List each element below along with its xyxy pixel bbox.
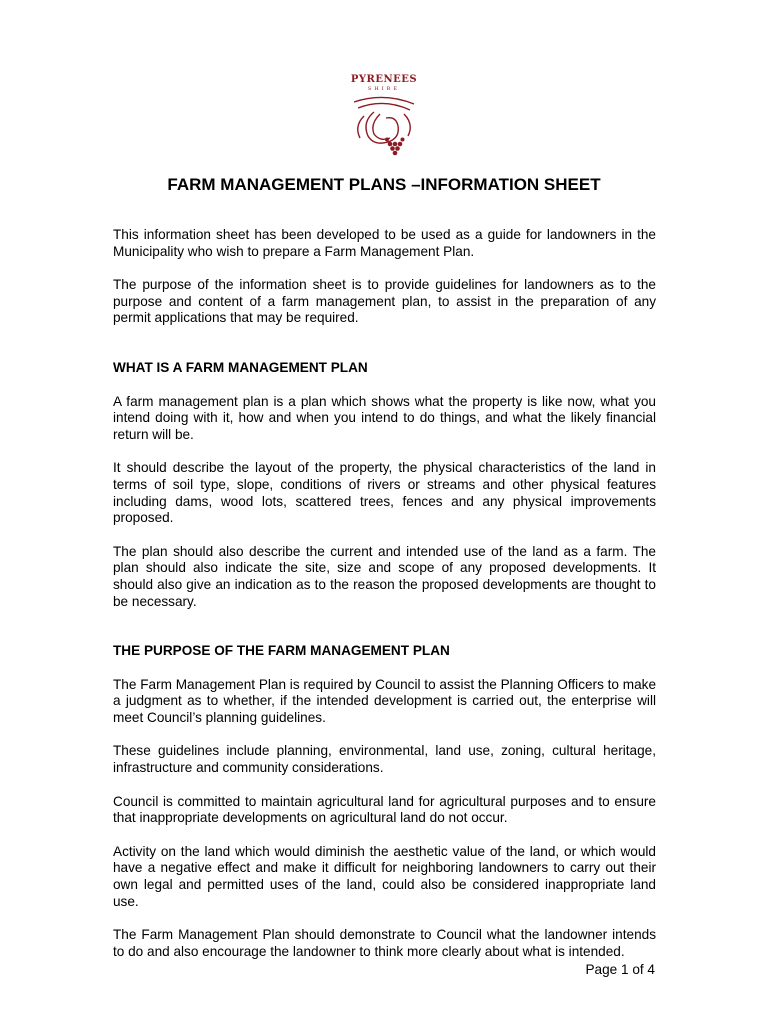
section-paragraph: A farm management plan is a plan which shows what the property is like now, what you intend doing with it, how and when you intend to do things, and what the likely financial return will be. — [113, 393, 656, 442]
intro-paragraph: This information sheet has been developed to be used as a guide for landowners in the Municipality who wish to prepare a Farm Management Plan. — [113, 227, 656, 259]
logo-emblem-icon — [344, 92, 424, 162]
section-paragraph: The Farm Management Plan should demonstrate to Council what the landowner intends to do and also encourage the landowner to think more clearly about what is intended. — [113, 927, 656, 959]
section-heading: THE PURPOSE OF THE FARM MANAGEMENT PLAN — [113, 643, 450, 659]
intro-paragraph: The purpose of the information sheet is to provide guidelines for landowners as to the purpose and content of a farm management plan, to assist in the preparation of any permit applications that may be required. — [113, 277, 656, 326]
section-paragraph: Activity on the land which would diminish the aesthetic value of the land, or which would have a negative effect and make it difficult for neighboring landowners to carry out their own legal and permitted uses of the land, could also be considered inappropriate land use. — [113, 843, 656, 909]
logo-name: PYRENEES — [350, 74, 418, 85]
logo-subtitle: SHIRE — [367, 86, 401, 92]
page-title: FARM MANAGEMENT PLANS –INFORMATION SHEET — [167, 175, 601, 194]
section-paragraph: The Farm Management Plan is required by Council to assist the Planning Officers to make a judgment as to whether, if the intended development is carried out, the enterprise will meet Council’s planning guidelines. — [113, 676, 656, 725]
section-paragraph: Council is committed to maintain agricultural land for agricultural purposes and to ensure that inappropriate developments on agricultural land do not occur. — [113, 793, 656, 826]
section-paragraph: It should describe the layout of the property, the physical characteristics of the land in terms of soil type, slope, conditions of rivers or streams and other physical features including dams, wood lots, scattered trees, fences and any physical improvements proposed. — [113, 460, 656, 526]
page-number: Page 1 of 4 — [585, 962, 655, 977]
section-paragraph: These guidelines include planning, environmental, land use, zoning, cultural heritage, infrastructure and community considerations. — [113, 743, 656, 776]
section-heading: WHAT IS A FARM MANAGEMENT PLAN — [113, 359, 368, 375]
section-paragraph: The plan should also describe the current and intended use of the land as a farm. The plan should also indicate the site, size and scope of any proposed developments. It should also give an indication as to the reason the proposed developments are thought to be necessary. — [113, 543, 656, 609]
document-body — [113, 227, 656, 977]
pyrenees-shire-logo — [344, 70, 424, 162]
